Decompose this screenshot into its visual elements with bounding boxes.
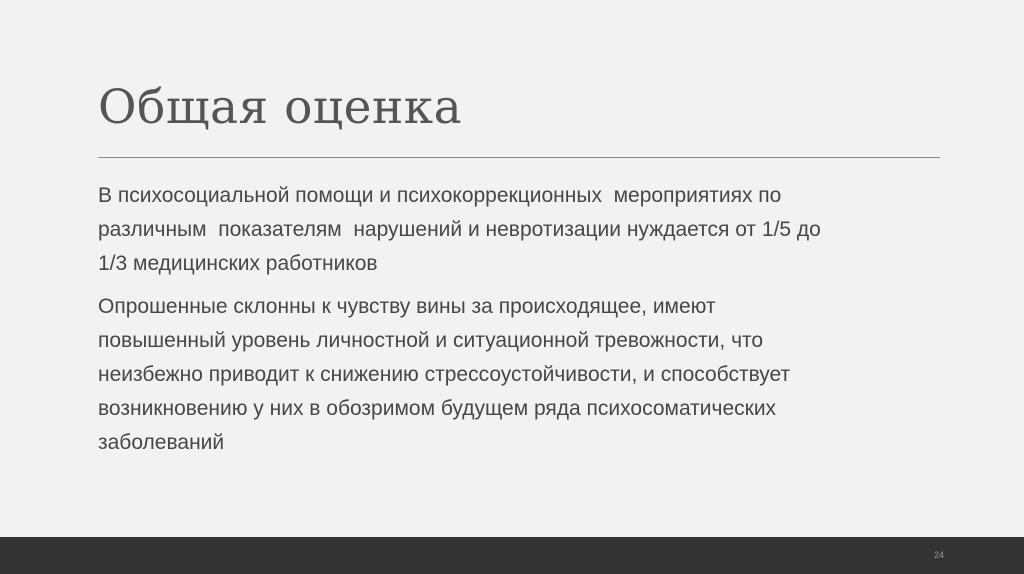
title-divider [98, 157, 940, 158]
paragraph-2-line: Опрошенные склонны к чувству вины за происходящее, имеют [98, 295, 716, 318]
paragraph-2-line: заболеваний [98, 431, 225, 454]
paragraph-1 [98, 179, 940, 281]
paragraph-2-line: возникновению у них в обозримом будущем ряда психосоматических [98, 397, 777, 420]
paragraph-1-line: В психосоциальной помощи и психокоррекционных мероприятиях по [98, 184, 782, 207]
footer-bar [0, 537, 1024, 574]
slide-body [98, 179, 940, 469]
paragraph-2 [98, 290, 940, 460]
paragraph-1-line: 1/3 медицинских работников [98, 252, 378, 275]
slide-title: Общая оценка [98, 80, 463, 135]
page-number: 24 [933, 550, 944, 560]
paragraph-2-line: повышенный уровень личностной и ситуационной тревожности, что [98, 329, 764, 352]
paragraph-1-line: различным показателям нарушений и невротизации нуждается от 1/5 до [98, 218, 821, 241]
paragraph-2-line: неизбежно приводит к снижению стрессоустойчивости, и способствует [98, 363, 791, 386]
